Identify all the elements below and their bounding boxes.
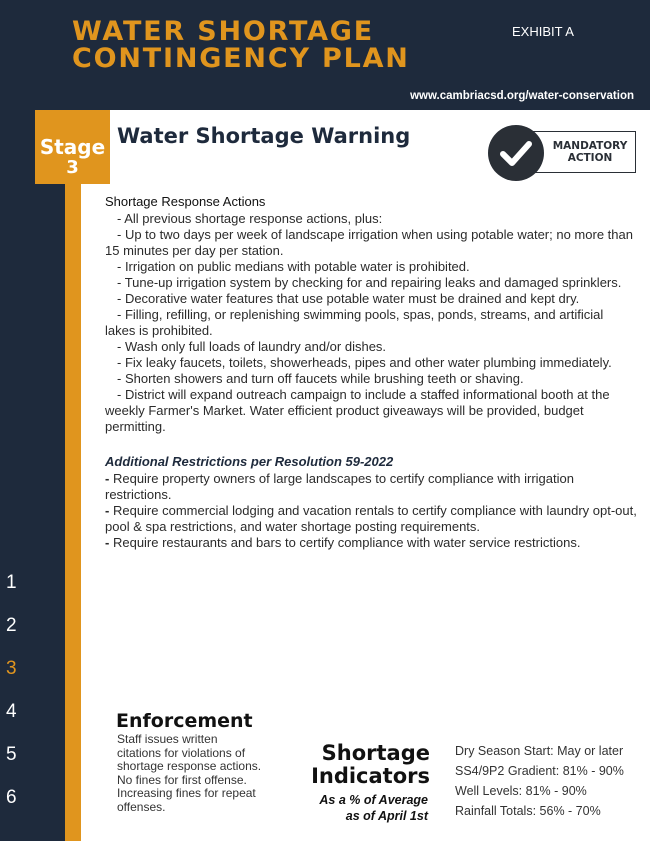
sidebar-band xyxy=(0,110,65,841)
list-item: - Wash only full loads of laundry and/or dishes. xyxy=(117,339,387,354)
stage-number-4: 4 xyxy=(6,701,17,722)
indicators-sub-line1: As a % of Average xyxy=(319,793,428,807)
list-item: - Fix leaky faucets, toilets, showerheads, pipes and other water plumbing immediately. xyxy=(117,355,612,370)
website-url: www.cambriacsd.org/water-conservation xyxy=(410,90,634,102)
exhibit-label: EXHIBIT A xyxy=(512,24,574,39)
list-item: - Tune-up irrigation system by checking for and repairing leaks and damaged sprinklers. xyxy=(117,275,622,290)
stage-number-6: 6 xyxy=(6,787,17,808)
checkmark-icon xyxy=(488,125,544,181)
indicators-list xyxy=(455,741,624,821)
enforcement-title: Enforcement xyxy=(116,710,253,732)
list-item: - All previous shortage response actions, plus: xyxy=(117,211,383,226)
list-item: Rainfall Totals: 56% - 70% xyxy=(455,804,601,818)
stage-number-1: 1 xyxy=(6,572,17,593)
stage-badge xyxy=(35,110,110,184)
plan-title xyxy=(72,18,410,72)
list-item: - Up to two days per week of landscape irrigation when using potable water; no more than 15 minutes per day per station. xyxy=(105,227,633,258)
stage-timeline-bar xyxy=(65,110,81,841)
additional-restrictions-heading: Additional Restrictions per Resolution 59-2022 xyxy=(105,454,394,469)
list-item: Dry Season Start: May or later xyxy=(455,744,624,758)
list-item: - Irrigation on public medians with potable water is prohibited. xyxy=(117,259,470,274)
stage-number-3-current: 3 xyxy=(6,658,17,679)
stage-number-5: 5 xyxy=(6,744,17,765)
shortage-indicators-title xyxy=(300,742,430,788)
indicators-title-line2: Indicators xyxy=(311,764,430,788)
list-item: - Decorative water features that use potable water must be drained and kept dry. xyxy=(117,291,580,306)
additional-restrictions-list xyxy=(105,471,637,551)
plan-title-line2: CONTINGENCY PLAN xyxy=(72,43,410,74)
mandatory-action-badge xyxy=(530,131,636,173)
indicators-sub-line2: as of April 1st xyxy=(345,809,428,823)
list-item: SS4/9P2 Gradient: 81% - 90% xyxy=(455,764,624,778)
indicators-subtitle xyxy=(270,792,428,824)
shortage-response-list xyxy=(105,211,637,435)
stage-title: Water Shortage Warning xyxy=(117,124,411,148)
indicators-title-line1: Shortage xyxy=(321,741,430,765)
stage-number-2: 2 xyxy=(6,615,17,636)
list-item: - Require property owners of large landscapes to certify compliance with irrigation restrictions. xyxy=(105,471,574,502)
stage-number: 3 xyxy=(66,157,79,178)
plan-title-line1: WATER SHORTAGE xyxy=(72,16,375,47)
list-item: - District will expand outreach campaign to include a staffed informational booth at the weekly Farmer's Market. Water efficient product giveaways will be provided, budget permitting. xyxy=(105,387,610,434)
stage-content xyxy=(105,194,637,551)
list-item: - Shorten showers and turn off faucets while brushing teeth or shaving. xyxy=(117,371,524,386)
enforcement-text: Staff issues written citations for violations of shortage response actions. No fines for first offense. Increasing fines for repeat offenses. xyxy=(117,732,262,814)
list-item: - Filling, refilling, or replenishing swimming pools, spas, ponds, streams, and artificial lakes is prohibited. xyxy=(105,307,604,338)
list-item: Well Levels: 81% - 90% xyxy=(455,784,587,798)
list-item: - Require restaurants and bars to certify compliance with water service restrictions. xyxy=(105,535,581,550)
mandatory-label: MANDATORY xyxy=(552,140,628,152)
list-item: - Require commercial lodging and vacation rentals to certify compliance with laundry opt-out, pool & spa restrictions, and water shortage posting requirements. xyxy=(105,503,637,534)
shortage-response-heading: Shortage Response Actions xyxy=(105,194,266,209)
stage-word: Stage xyxy=(39,135,106,159)
action-label: ACTION xyxy=(567,152,613,164)
